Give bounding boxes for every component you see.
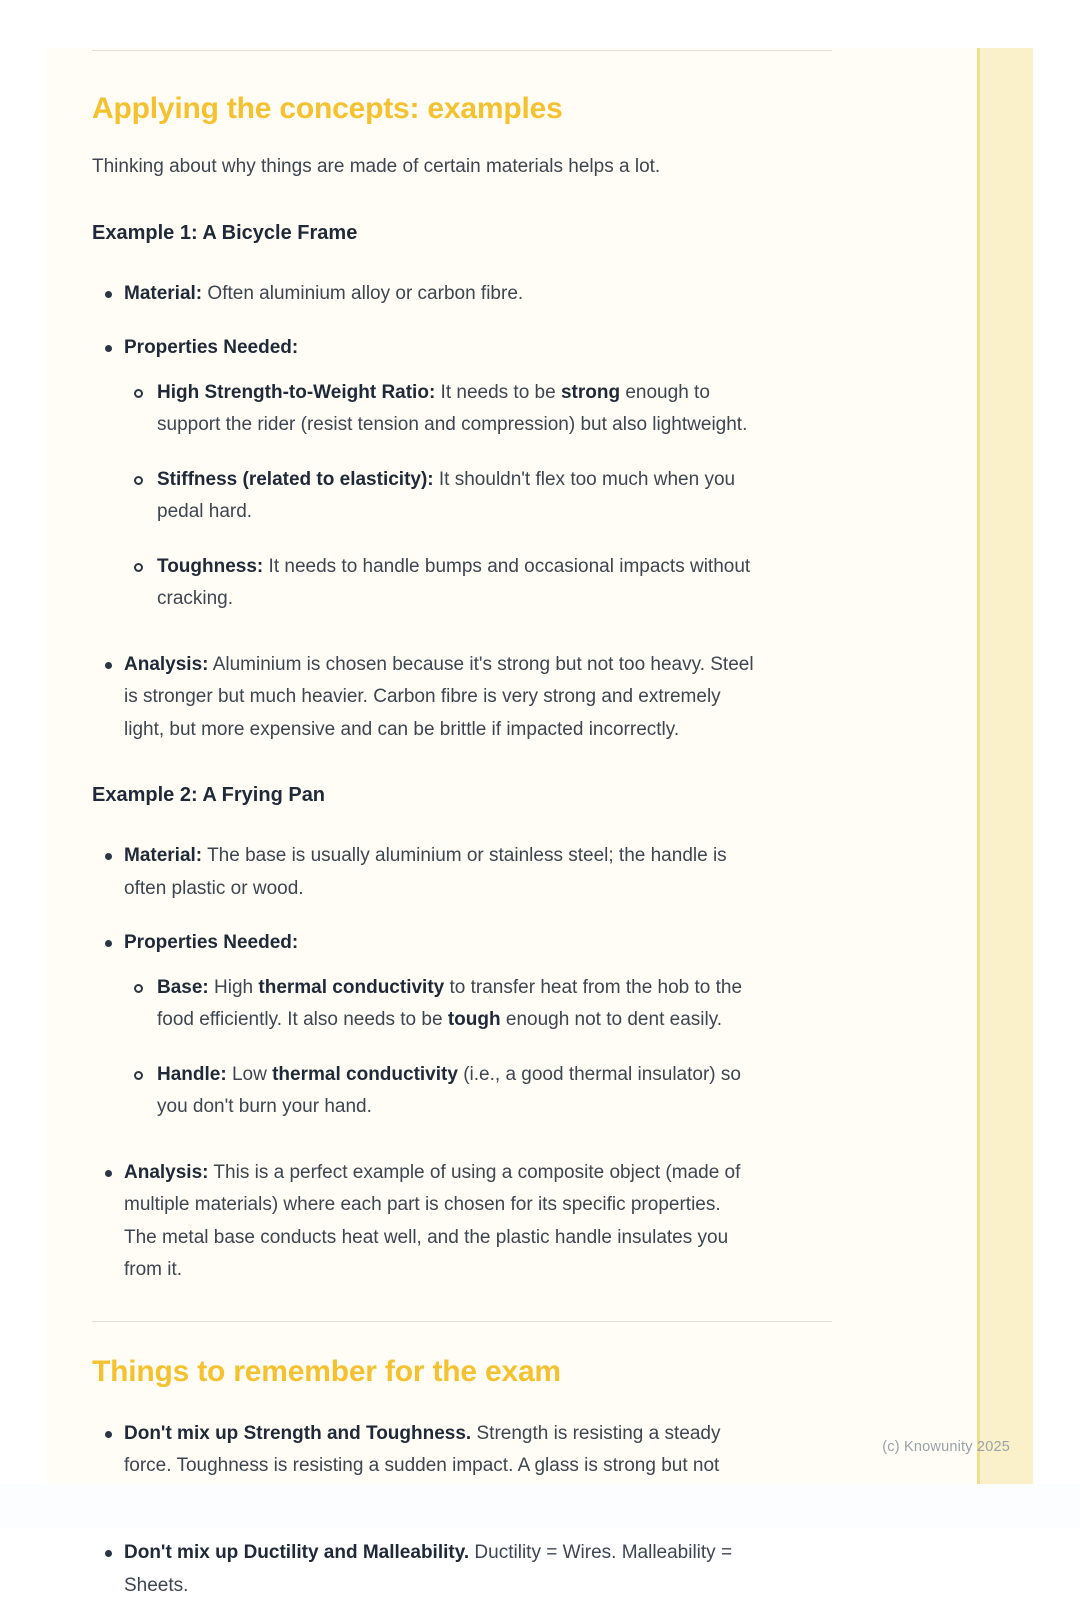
- text-run: Material: The base is usually aluminium or stainless steel; the handle is often plastic or wood.: [124, 845, 727, 899]
- text-run: Example 2: A Frying Pan: [92, 784, 326, 806]
- bullet-item: [92, 649, 852, 747]
- bullet-item: [92, 1537, 852, 1602]
- bullet-circle-icon: [134, 389, 143, 398]
- section-heading: [92, 1354, 852, 1390]
- text-run: Example 1: A Bicycle Frame: [92, 221, 358, 244]
- section-divider: [92, 1321, 832, 1322]
- bullet-item: [92, 278, 852, 311]
- bullet-disc-icon: [105, 345, 112, 352]
- sub-bullet-item: [92, 551, 852, 616]
- text-run: Things to remember for the exam: [92, 1354, 561, 1388]
- text-run: Stiffness (related to elasticity): It shouldn't flex too much when you pedal hard.: [157, 468, 736, 522]
- sub-bullet-item: [92, 464, 852, 529]
- text-run: Handle: Low thermal conductivity (i.e., a good thermal insulator) so you don't burn your hand.: [157, 1063, 741, 1117]
- right-margin-strip: [977, 48, 1033, 1484]
- example-heading: [92, 220, 852, 246]
- bullet-disc-icon: [105, 853, 112, 860]
- bullet-disc-icon: [105, 662, 112, 669]
- bullet-item: [92, 1157, 852, 1287]
- text-run: High Strength-to-Weight Ratio: It needs to be strong enough to support the rider (resist tension and compression) but also lightweight.: [157, 381, 748, 435]
- document-content: [92, 48, 852, 1602]
- bullet-disc-icon: [105, 1431, 112, 1438]
- bullet-item: [92, 840, 852, 905]
- example-heading: [92, 782, 852, 808]
- text-run: Don't mix up Ductility and Malleability. Ductility = Wires. Malleability = Sheets.: [124, 1542, 733, 1596]
- text-run: Don't mix up Strength and Toughness. Strength is resisting a steady force. Toughness is resisting a sudden impact. A glass is strong but not: [124, 1422, 721, 1476]
- bullet-circle-icon: [134, 1071, 143, 1080]
- text-run: Properties Needed:: [124, 337, 299, 358]
- text-run: Material: Often aluminium alloy or carbon fibre.: [124, 282, 524, 304]
- sub-bullet-item: [92, 1059, 852, 1124]
- paragraph: [92, 151, 852, 184]
- text-run: Thinking about why things are made of certain materials helps a lot.: [92, 156, 661, 177]
- text-run: Applying the concepts: examples: [92, 92, 563, 125]
- section-heading: [92, 91, 852, 127]
- page-bottom-margin: [0, 1484, 1080, 1528]
- text-run: Toughness: It needs to handle bumps and occasional impacts without cracking.: [157, 555, 751, 609]
- bullet-disc-icon: [105, 291, 112, 298]
- text-run: Analysis: Aluminium is chosen because it's strong but not too heavy. Steel is stronger but much heavier. Carbon fibre is very strong and extremely light, but more expensive and can be brittle if impacted incorrectly.: [124, 653, 754, 740]
- bullet-circle-icon: [134, 563, 143, 572]
- bullet-item: [92, 927, 852, 960]
- text-run: Base: High thermal conductivity to transfer heat from the hob to the food efficiently. It also needs to be tough enough not to dent easily.: [157, 976, 743, 1030]
- sub-bullet-item: [92, 972, 852, 1037]
- bullet-circle-icon: [134, 476, 143, 485]
- bullet-disc-icon: [105, 940, 112, 947]
- text-run: Properties Needed:: [124, 932, 299, 953]
- document-sheet: [47, 48, 1033, 1596]
- bullet-item: [92, 332, 852, 365]
- bullet-disc-icon: [105, 1170, 112, 1177]
- bullet-circle-icon: [134, 984, 143, 993]
- sub-bullet-item: [92, 377, 852, 442]
- copyright-footer: (c) Knowunity 2025: [882, 1439, 1010, 1455]
- section-divider: [92, 50, 832, 51]
- bullet-disc-icon: [105, 1550, 112, 1557]
- text-run: Analysis: This is a perfect example of using a composite object (made of multiple materials) where each part is chosen for its specific properties. The metal base conducts heat well, and the plastic handle insulates you from it.: [124, 1161, 741, 1280]
